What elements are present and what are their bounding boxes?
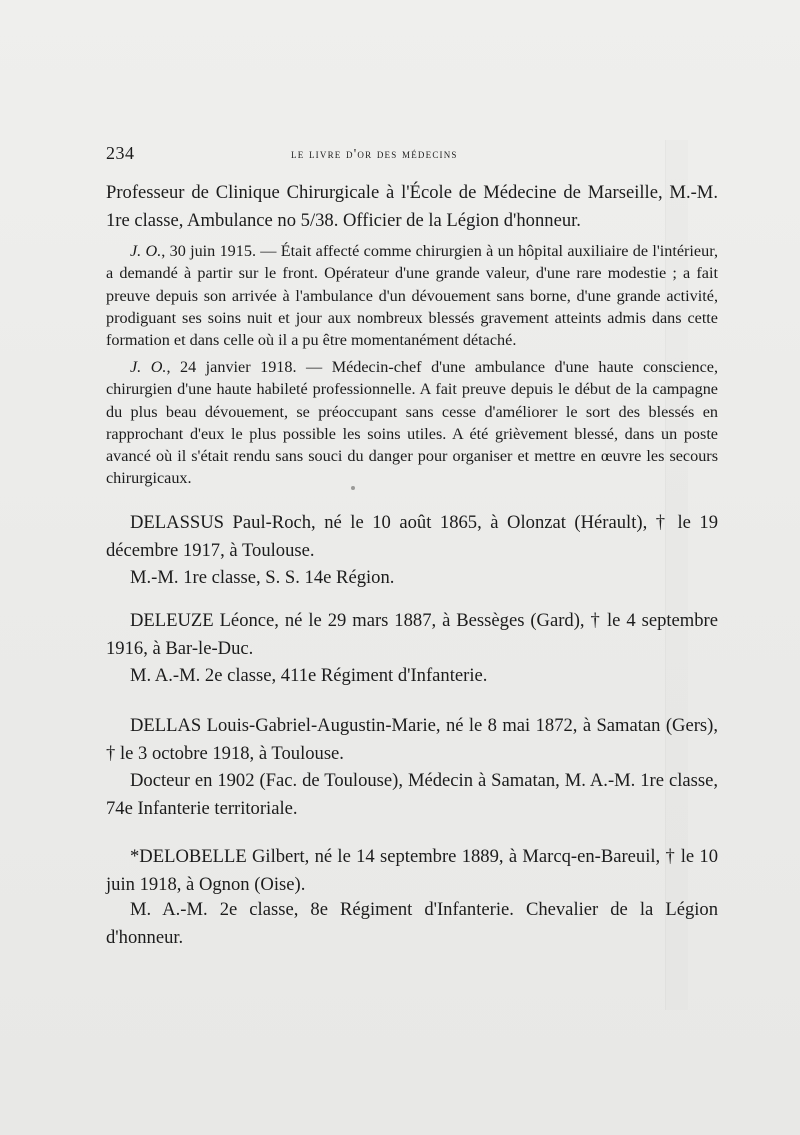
intro-paragraph: Professeur de Clinique Chirurgicale à l'École de Médecine de Marseille, M.-M. 1re classe, Ambulance no 5/38. Officier de la Légion d'honneur.: [106, 182, 718, 231]
page-number: 234: [106, 143, 135, 163]
citation-2-ref: J. O.: [130, 358, 167, 376]
citation-2: [106, 356, 718, 490]
entry-heading: DELLAS Louis-Gabriel-Augustin-Marie, né le 8 mai 1872, à Samatan (Gers), † le 3 octobre 1918, à Toulouse.: [106, 715, 718, 764]
page-header: [106, 143, 718, 167]
entry-heading: DELASSUS Paul-Roch, né le 10 août 1865, à Olonzat (Hérault), † le 19 décembre 1917, à Toulouse.: [106, 512, 718, 561]
entry-heading: DELEUZE Léonce, né le 29 mars 1887, à Bessèges (Gard), † le 4 septembre 1916, à Bar-le-Duc.: [106, 610, 718, 659]
entry-detail: M.-M. 1re classe, S. S. 14e Région.: [130, 567, 395, 588]
citation-1-text: , 30 juin 1915. — Était affecté comme chirurgien à un hôpital auxiliaire de l'intérieur, a demandé à partir sur le front. Opérateur d'une grande valeur, d'une rare modestie ; a fait preuve depuis son arrivée à l'ambulance d'un dévouement sans borne, d'une grande activité, prodiguant ses soins nuit et jour aux nombreux blessés gravement atteints admis dans cette formation et dans celle où il a pu être momentanément détaché.: [106, 242, 718, 350]
entry-detail: M. A.-M. 2e classe, 8e Régiment d'Infanterie. Chevalier de la Légion d'honneur.: [106, 899, 718, 948]
divider-dot: [351, 486, 355, 490]
running-title: le livre d'or des médecins: [291, 146, 458, 161]
citation-1-ref: J. O.: [130, 242, 162, 260]
citation-2-text: , 24 janvier 1918. — Médecin-chef d'une ambulance d'une haute conscience, chirurgien d'une haute habileté professionnelle. A fait preuve depuis le début de la campagne du plus beau dévouement, se préoccupant sans cesse d'améliorer le sort des blessés en rapprochant d'eux le plus possible les soins utiles. A été grièvement blessé, dans un poste avancé où il s'était rendu sans souci du danger pour organiser et mettre en œuvre les secours chirurgicaux.: [106, 358, 718, 488]
entry-detail: M. A.-M. 2e classe, 411e Régiment d'Infanterie.: [130, 665, 488, 686]
entry-heading: *DELOBELLE Gilbert, né le 14 septembre 1889, à Marcq-en-Bareuil, † le 10 juin 1918, à Ognon (Oise).: [106, 846, 718, 895]
citation-1: [106, 240, 718, 351]
entry-detail: Docteur en 1902 (Fac. de Toulouse), Médecin à Samatan, M. A.-M. 1re classe, 74e Infanterie territoriale.: [106, 770, 718, 819]
